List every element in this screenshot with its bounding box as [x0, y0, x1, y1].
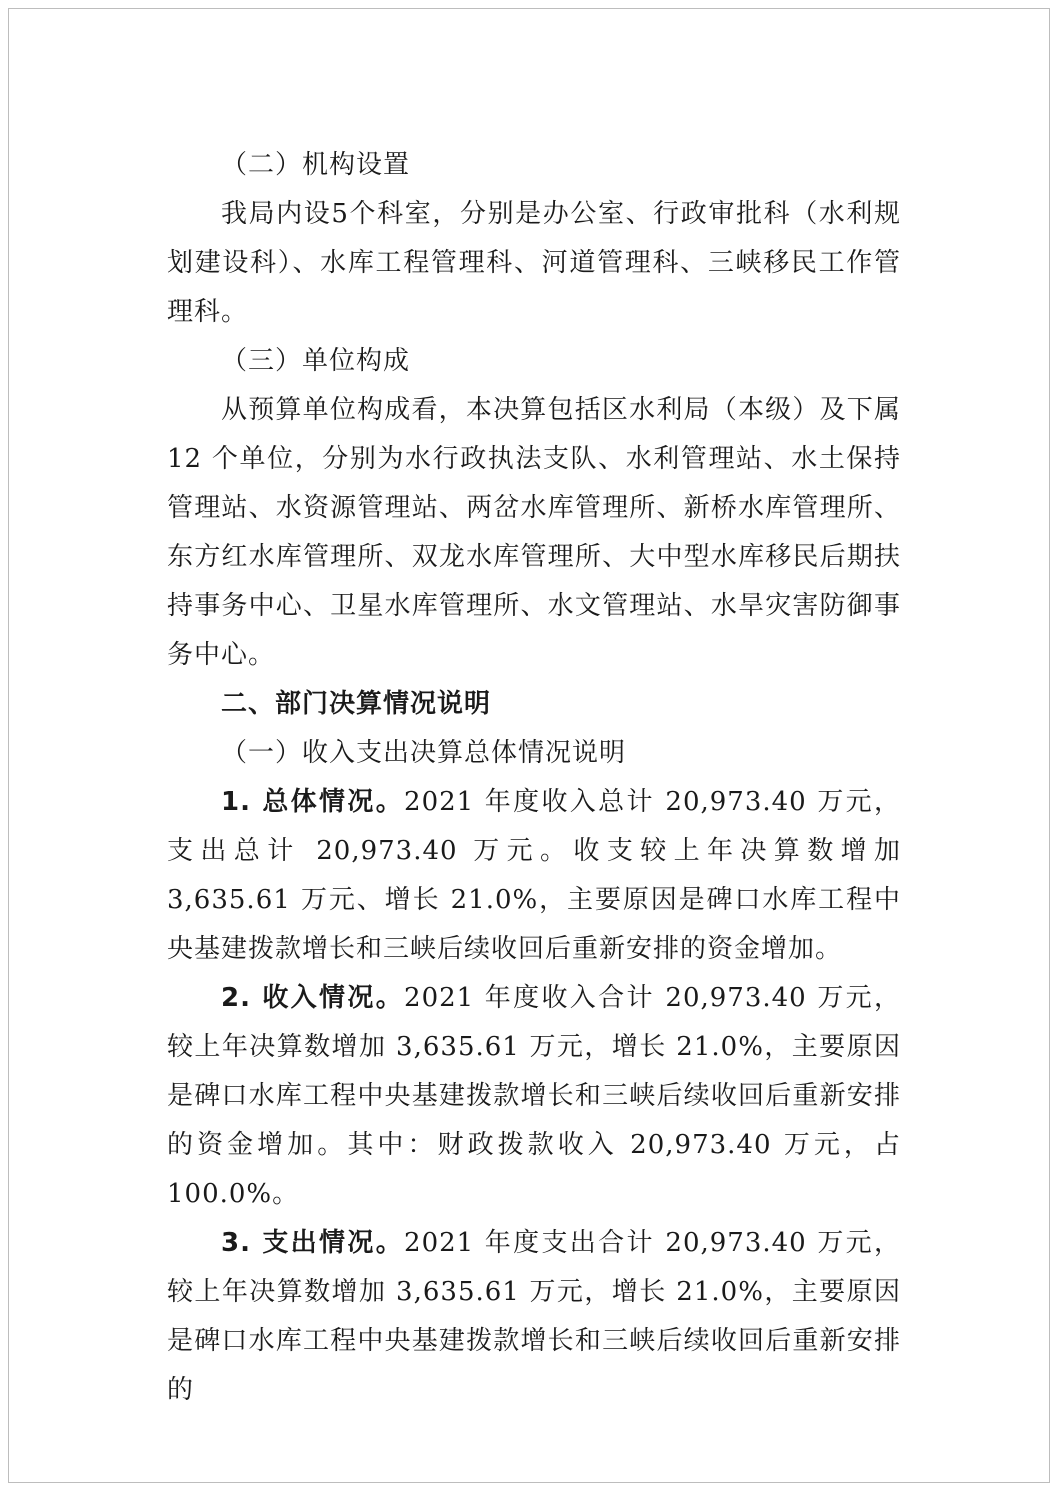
- paragraph-overall-situation: [167, 778, 901, 974]
- document-page: [8, 8, 1050, 1483]
- paragraph-org-structure: 我局内设5个科室，分别是办公室、行政审批科（水利规划建设科）、水库工程管理科、河道管理科、三峡移民工作管理科。: [167, 199, 901, 327]
- paragraph-income-situation: [167, 974, 901, 1219]
- paragraph-unit-composition: 从预算单位构成看，本决算包括区水利局（本级）及下属 12 个单位，分别为水行政执法支队、水利管理站、水土保持管理站、水资源管理站、两岔水库管理所、新桥水库管理所、东方红水库管理所、双龙水库管理所、大中型水库移民后期扶持事务中心、卫星水库管理所、水文管理站、水旱灾害防御事务中心。: [167, 395, 901, 670]
- item-lead-income: 2. 收入情况。: [221, 983, 405, 1013]
- document-body: [167, 141, 901, 1415]
- item-text-expense: 2021 年度支出合计 20,973.40 万元，较上年决算数增加 3,635.61 万元，增长 21.0%，主要原因是碑口水库工程中央基建拨款增长和三峡后续收回后重新安排的: [167, 1228, 901, 1405]
- paragraph-expense-situation: [167, 1219, 901, 1415]
- item-lead-overall: 1. 总体情况。: [221, 787, 405, 817]
- item-text-overall: 2021 年度收入总计 20,973.40 万元，支出总计 20,973.40 万元。收支较上年决算数增加 3,635.61 万元、增长 21.0%，主要原因是碑口水库工程中央基建拨款增长和三峡后续收回后重新安排的资金增加。: [167, 787, 901, 964]
- section-heading-unit-composition: （三）单位构成: [221, 346, 411, 376]
- part-heading-final-accounts: 二、部门决算情况说明: [221, 689, 492, 719]
- section-heading-income-expense-overview: （一）收入支出决算总体情况说明: [221, 738, 627, 768]
- section-heading-org-structure: （二）机构设置: [221, 150, 411, 180]
- item-lead-expense: 3. 支出情况。: [221, 1228, 405, 1258]
- item-text-income: 2021 年度收入合计 20,973.40 万元，较上年决算数增加 3,635.61 万元，增长 21.0%，主要原因是碑口水库工程中央基建拨款增长和三峡后续收回后重新安排的资金增加。其中：财政拨款收入 20,973.40 万元，占 100.0%。: [167, 983, 901, 1209]
